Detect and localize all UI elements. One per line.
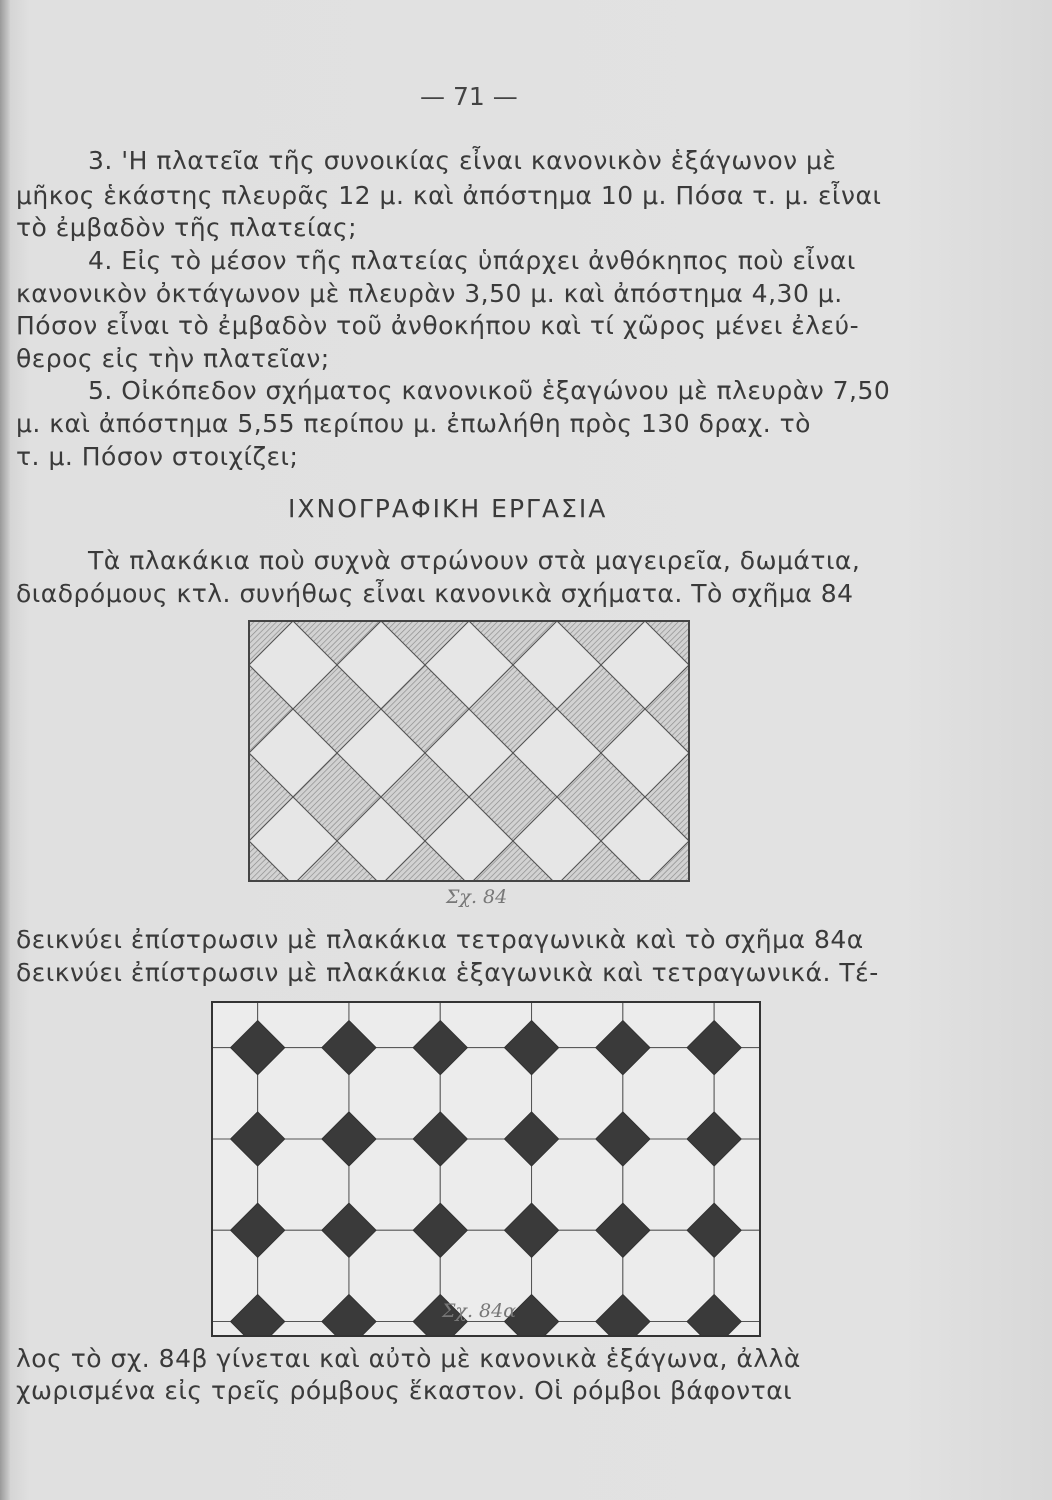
section-heading: ΙΧΝΟΓΡΑΦΙΚΗ ΕΡΓΑΣΙΑ: [288, 494, 608, 523]
problem-5-line-1: 5. Οἰκόπεδον σχήματος κανονικοῦ ἑξαγώνου μὲ πλευρὰν 7,50: [88, 376, 891, 405]
figure-84a-caption: Σχ. 84α: [442, 1300, 517, 1322]
figure-84-square-tiles: [246, 618, 692, 884]
middle-line-1: δεικνύει ἐπίστρωσιν μὲ πλακάκια τετραγωνικὰ καὶ τὸ σχῆμα 84α: [16, 925, 864, 954]
problem-4-line-1: 4. Εἰς τὸ μέσον τῆς πλατείας ὑπάρχει ἀνθόκηπος ποὺ εἶναι: [88, 246, 856, 275]
intro-line-2: διαδρόμους κτλ. συνήθως εἶναι κανονικὰ σχήματα. Τὸ σχῆμα 84: [16, 579, 854, 608]
book-spine-shadow: [0, 0, 10, 1500]
figure-84a-octagon-tiles: [208, 998, 764, 1340]
problem-3-line-2: μῆκος ἑκάστης πλευρᾶς 12 μ. καὶ ἀπόστημα 10 μ. Πόσα τ. μ. εἶναι: [16, 181, 882, 210]
figure-84-caption: Σχ. 84: [446, 886, 508, 908]
problem-5-line-2: μ. καὶ ἀπόστημα 5,55 περίπου μ. ἐπωλήθη πρὸς 130 δραχ. τὸ: [16, 409, 811, 438]
problem-5-line-3: τ. μ. Πόσον στοιχίζει;: [16, 442, 299, 471]
closing-line-2: χωρισμένα εἰς τρεῖς ρόμβους ἕκαστον. Οἱ ρόμβοι βάφονται: [16, 1376, 793, 1405]
problem-4-line-2: κανονικὸν ὀκτάγωνον μὲ πλευρὰν 3,50 μ. καὶ ἀπόστημα 4,30 μ.: [16, 279, 843, 308]
closing-line-1: λος τὸ σχ. 84β γίνεται καὶ αὐτὸ μὲ κανονικὰ ἑξάγωνα, ἀλλὰ: [16, 1344, 801, 1373]
problem-4-line-3: Πόσον εἶναι τὸ ἐμβαδὸν τοῦ ἀνθοκήπου καὶ τί χῶρος μένει ἐλεύ-: [16, 311, 860, 340]
problem-3-line-1: 3. 'Η πλατεῖα τῆς συνοικίας εἶναι κανονικὸν ἑξάγωνον μὲ: [88, 146, 837, 175]
intro-line-1: Τὰ πλακάκια ποὺ συχνὰ στρώνουν στὰ μαγειρεῖα, δωμάτια,: [88, 546, 861, 575]
problem-4-line-4: θερος εἰς τὴν πλατεῖαν;: [16, 344, 330, 373]
middle-line-2: δεικνύει ἐπίστρωσιν μὲ πλακάκια ἑξαγωνικὰ καὶ τετραγωνικά. Τέ-: [16, 958, 879, 987]
problem-3-line-3: τὸ ἐμβαδὸν τῆς πλατείας;: [16, 213, 358, 242]
page-number: — 71 —: [420, 82, 518, 111]
